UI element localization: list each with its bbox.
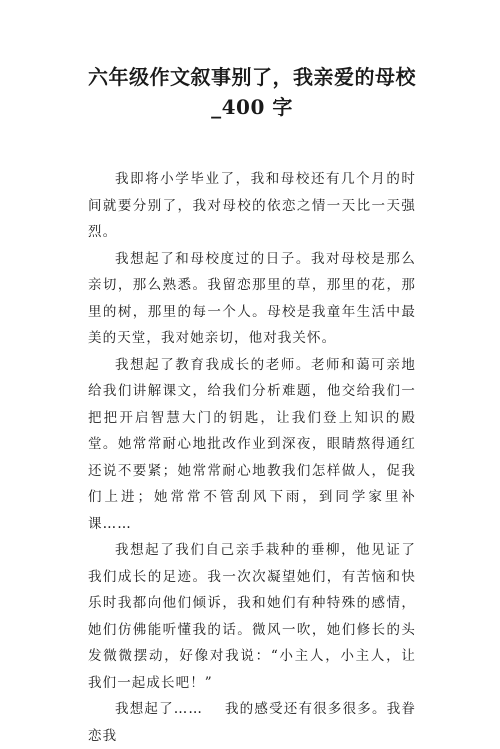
title-line-2: _400 字 — [211, 95, 293, 119]
title-line-1: 六年级作文叙事别了，我亲爱的母校 — [88, 65, 416, 89]
paragraph: 我想起了…… 我的感受还有很多很多。我眷恋我 — [88, 701, 416, 744]
paragraph: 我想起了教育我成长的老师。老师和蔼可亲地给我们讲解课文，给我们分析难题，他交给我们一把把开启智慧大门的钥匙，让我们登上知识的殿堂。她常常耐心地批改作业到深夜，眼睛熬得通红还说不要紧；她常常耐心地教我们怎样做人，促我们上进；她常常不管刮风下雨，到同学家里补课…… — [88, 356, 416, 532]
paragraph: 我想起了和母校度过的日子。我对母校是那么亲切，那么熟悉。我留恋那里的草，那里的花，那里的树，那里的每一个人。母校是我童年生活中最美的天堂，我对她亲切，他对我关怀。 — [88, 250, 416, 346]
document-title — [88, 62, 416, 122]
paragraph: 我即将小学毕业了，我和母校还有几个月的时间就要分别了，我对母校的依恋之情一天比一天强烈。 — [88, 171, 416, 240]
paragraph: 我想起了我们自己亲手栽种的垂柳，他见证了我们成长的足迹。我一次次凝望她们，有苦恼和快乐时我都向他们倾诉，我和她们有种特殊的感情，她们仿佛能听懂我的话。微风一吹，她们修长的头发微微摆动，好像对我说：“小主人，小主人，让我们一起成长吧！” — [88, 542, 416, 691]
document-body — [88, 166, 416, 749]
